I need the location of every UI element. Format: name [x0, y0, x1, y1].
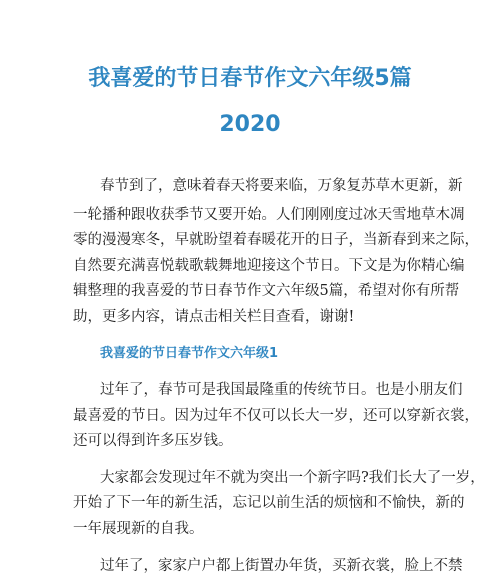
document-title-year: 2020	[219, 112, 281, 137]
intro-line: 一轮播种跟收获季节又要开始。人们刚刚度过冰天雪地草木凋	[73, 207, 465, 223]
paragraph-line: 开始了下一年的新生活，忘记以前生活的烦恼和不愉快，新的	[73, 495, 465, 511]
document-title: 我喜爱的节日春节作文六年级5篇	[88, 66, 412, 91]
intro-line: 自然要充满喜悦载歌载舞地迎接这个节日。下文是为你精心编	[73, 258, 465, 274]
paragraph-line: 过年了，家家户户都上街置办年货，买新衣裳，脸上不禁	[100, 558, 463, 574]
paragraph-line: 最喜爱的节日。因为过年不仅可以长大一岁，还可以穿新衣裳，	[73, 408, 479, 424]
paragraph-line: 过年了，春节可是我国最隆重的传统节日。也是小朋友们	[100, 382, 463, 398]
intro-line: 零的漫漫寒冬，早就盼望着春暖花开的日子，当新春到来之际，	[73, 232, 479, 248]
section-heading: 我喜爱的节日春节作文六年级1	[100, 346, 279, 361]
paragraph-line: 还可以得到许多压岁钱。	[73, 433, 233, 449]
paragraph-line: 一年展现新的自我。	[73, 521, 204, 537]
intro-line: 助，更多内容，请点击相关栏目查看，谢谢!	[73, 309, 355, 325]
paragraph-line: 大家都会发现过年不就为突出一个新字吗?我们长大了一岁，	[100, 470, 485, 486]
intro-line: 辑整理的我喜爱的节日春节作文六年级5篇，希望对你有所帮	[73, 283, 460, 299]
intro-line: 春节到了，意味着春天将要来临，万象复苏草木更新，新	[100, 178, 463, 194]
